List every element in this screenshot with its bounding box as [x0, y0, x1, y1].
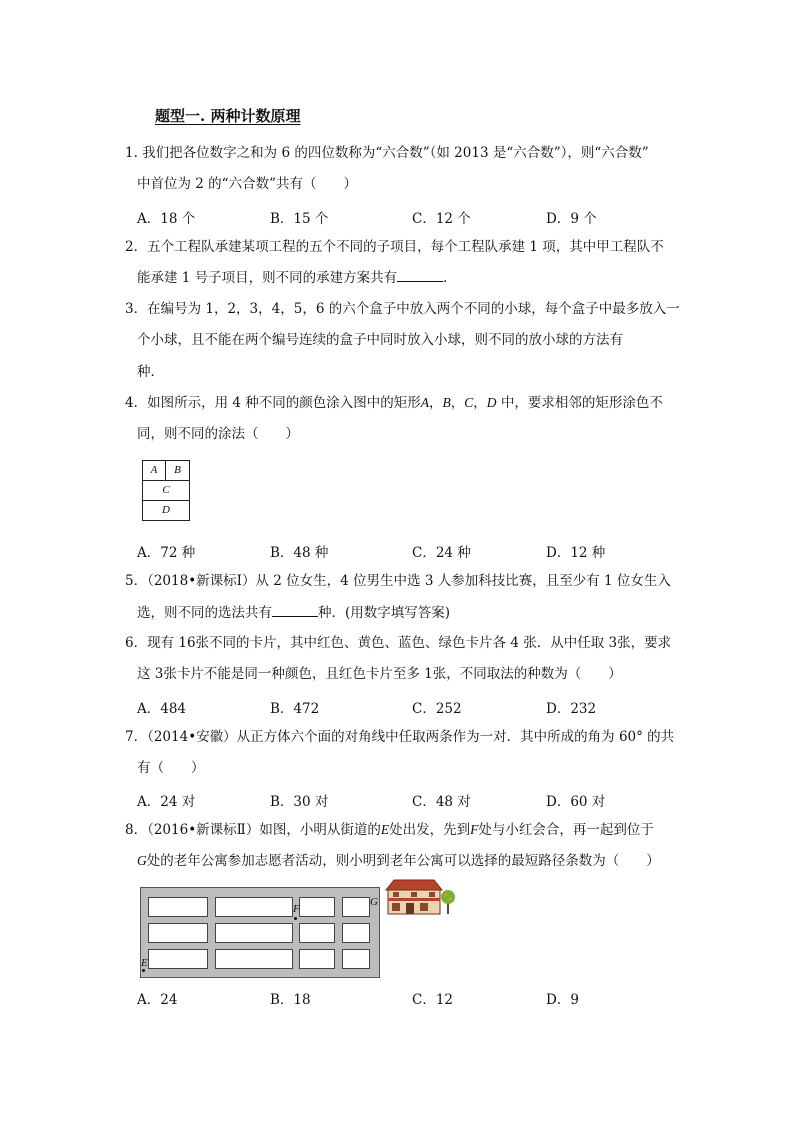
question-1-option-b[interactable]: B．15 个	[270, 211, 329, 227]
question-4-line-1: 4．如图所示，用 4 种不同的颜色涂入图中的矩形A，B，C，D 中，要求相邻的矩形涂色不	[125, 395, 663, 411]
question-2-line-2: 能承建 1 号子项目，则不同的承建方案共有 ．	[137, 267, 457, 288]
question-3-line-3: 种．	[137, 364, 164, 380]
building-icon	[384, 878, 456, 916]
city-block	[299, 923, 335, 943]
point-f-label: F	[293, 903, 300, 915]
question-8-option-c[interactable]: C．12	[412, 992, 454, 1008]
question-1-option-d[interactable]: D．9 个	[546, 211, 597, 227]
city-block	[148, 923, 208, 943]
question-6-option-b[interactable]: B．472	[270, 701, 320, 717]
question-8-option-a[interactable]: A．24	[137, 992, 178, 1008]
point-e-dot	[142, 969, 145, 972]
question-6-option-d[interactable]: D．232	[546, 701, 597, 717]
answer-blank[interactable]	[272, 602, 318, 617]
question-3-line-2: 个小球，且不能在两个编号连续的盒子中同时放入小球，则不同的放小球的方法有	[137, 332, 623, 348]
street-map	[140, 887, 380, 978]
city-block	[342, 949, 370, 969]
rect-c: C	[143, 481, 189, 501]
question-5-line-2: 选，则不同的选法共有 种．(用数字填写答案)	[137, 602, 450, 623]
rect-b: B	[166, 461, 189, 481]
city-block	[215, 949, 293, 969]
rect-d: D	[162, 504, 170, 516]
question-3-line-1: 3．在编号为 1，2，3，4，5，6 的六个盒子中放入两个不同的小球，每个盒子中最多放入一	[125, 301, 680, 317]
question-1-option-c[interactable]: C．12 个	[412, 211, 471, 227]
page-title: 题型一. 两种计数原理	[155, 107, 301, 125]
question-4-option-c[interactable]: C．24 种	[412, 545, 471, 561]
question-6-option-a[interactable]: A．484	[137, 701, 187, 717]
question-6-line-2: 这 3张卡片不能是同一种颜色，且红色卡片至多 1张，不同取法的种数为（ ）	[137, 666, 622, 682]
rect-a: A	[143, 461, 166, 481]
question-7-line-1: 7．（2014•安徽）从正方体六个面的对角线中任取两条作为一对．其中所成的角为 60° 的共	[125, 729, 675, 745]
point-e-label: E	[141, 957, 148, 969]
answer-blank[interactable]	[397, 267, 443, 282]
city-block	[148, 949, 208, 969]
question-2-line-1: 2．五个工程队承建某项工程的五个不同的子项目，每个工程队承建 1 项，其中甲工程队不	[125, 239, 664, 255]
question-8-option-b[interactable]: B．18	[270, 992, 311, 1008]
question-1-line-2: 中首位为 2 的“六合数”共有（ ）	[137, 176, 357, 192]
question-4-option-b[interactable]: B．48 种	[270, 545, 329, 561]
question-7-option-c[interactable]: C．48 对	[412, 794, 471, 810]
question-7-option-b[interactable]: B．30 对	[270, 794, 329, 810]
question-4-option-d[interactable]: D．12 种	[546, 545, 606, 561]
point-f-dot	[294, 917, 297, 920]
question-4-option-a[interactable]: A．72 种	[137, 545, 196, 561]
question-4-line-2: 同，则不同的涂法（ ）	[137, 426, 299, 442]
question-7-option-d[interactable]: D．60 对	[546, 794, 606, 810]
question-6-line-1: 6．现有 16张不同的卡片，其中红色、黄色、蓝色、绿色卡片各 4 张．从中任取 3张，要求	[125, 635, 672, 651]
rectangle-figure	[142, 460, 190, 521]
question-5-line-1: 5．（2018•新课标Ⅰ）从 2 位女生，4 位男生中选 3 人参加科技比赛，且至少有 1 位女生入	[125, 573, 671, 589]
city-block	[148, 897, 208, 917]
city-block	[215, 897, 293, 917]
city-block	[342, 897, 370, 917]
question-8-option-d[interactable]: D．9	[546, 992, 579, 1008]
city-block	[299, 897, 335, 917]
question-7-option-a[interactable]: A．24 对	[137, 794, 196, 810]
question-1-option-a[interactable]: A．18 个	[137, 211, 196, 227]
question-1-line-1: 1. 我们把各位数字之和为 6 的四位数称为“六合数”（如 2013 是“六合数”），则“六合数”	[125, 145, 649, 161]
city-block	[299, 949, 335, 969]
city-block	[215, 923, 293, 943]
question-6-option-c[interactable]: C．252	[412, 701, 462, 717]
question-8-line-1: 8．（2016•新课标Ⅱ）如图，小明从街道的E处出发，先到F处与小红会合，再一起到位于	[125, 822, 654, 838]
city-block	[342, 923, 370, 943]
question-8-line-2: G处的老年公寓参加志愿者活动，则小明到老年公寓可以选择的最短路径条数为（ ）	[137, 853, 660, 869]
point-g-label: G	[370, 896, 378, 908]
question-7-line-2: 有（ ）	[137, 760, 205, 776]
